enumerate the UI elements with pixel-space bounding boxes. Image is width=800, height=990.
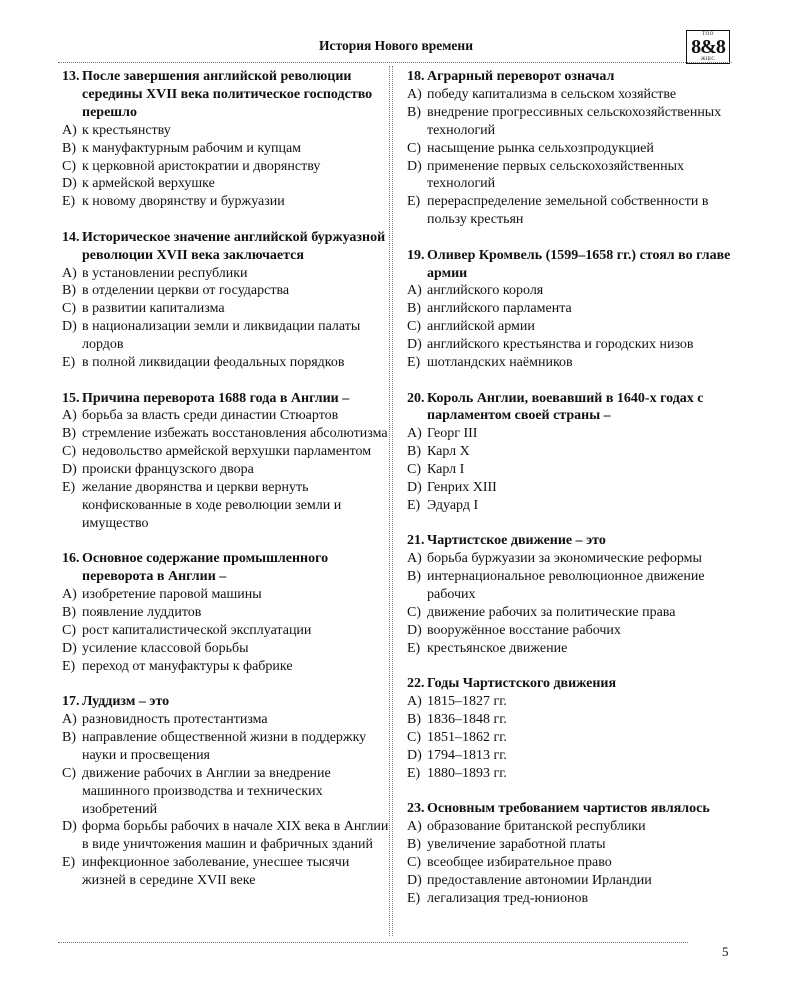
option-text: к мануфактурным рабочим и купцам [82,140,302,156]
option-letter: A) [62,712,77,727]
option-letter: A) [407,86,422,102]
option-text: интернациональное революционное движение рабочих [427,569,705,603]
option-letter: D) [62,319,77,335]
answer-option [62,407,392,425]
option-text: желание дворянства и церкви вернуть конфискованные в ходе революции земли и имущество [82,480,342,531]
question-heading [62,229,392,265]
option-letter: A) [62,408,77,424]
option-letter: C) [407,140,421,156]
answer-option [62,479,392,533]
answer-option [62,140,392,158]
option-text: усиление классовой борьбы [82,640,249,656]
option-text: стремление избежать восстановления абсолютизма [82,426,388,442]
option-letter: E) [407,890,421,906]
option-text: предоставление автономии Ирландии [427,872,652,888]
option-text: 1836–1848 гг. [427,712,507,727]
answer-option [62,282,392,300]
option-text: всеобщее избирательное право [427,854,612,870]
option-letter: D) [62,462,77,478]
option-text: легализация тред-юнионов [427,890,589,906]
question-number: 19. [407,247,425,263]
answer-option [407,140,737,158]
answer-option [407,300,737,318]
answer-option [407,497,737,515]
option-text: английской армии [427,319,535,335]
answer-option [62,158,392,176]
answer-option [62,604,392,622]
option-text: 1880–1893 гг. [427,765,507,781]
option-text: разновидность протестантизма [82,712,268,727]
option-text: к крестьянству [82,122,171,138]
option-text: победу капитализма в сельском хозяйстве [427,86,677,102]
option-letter: D) [407,872,422,888]
option-text: форма борьбы рабочих в начале XIX века в Англии в виде уничтожения машин и фабричных зданий [82,819,389,853]
question-number: 23. [407,801,425,817]
option-text: Георг III [427,426,478,442]
option-text: к армейской верхушке [82,176,215,192]
question-heading [62,550,392,586]
option-letter: D) [62,176,77,192]
question-number: 17. [62,694,80,710]
option-text: 1815–1827 гг. [427,694,507,710]
option-text: вооружённое восстание рабочих [427,622,621,638]
option-text: инфекционное заболевание, унесшее тысячи жизней в середине XVII веке [82,855,350,889]
option-letter: E) [62,355,76,371]
answer-option [407,158,737,194]
answer-option [407,318,737,336]
answer-option [407,193,737,229]
option-letter: C) [407,462,421,478]
column-divider-inner [392,66,393,936]
option-letter: E) [407,497,421,513]
publisher-logo [686,30,730,64]
option-letter: D) [407,158,422,174]
option-text: рост капиталистической эксплуатации [82,622,312,638]
option-letter: D) [407,622,422,638]
question-block [407,675,737,782]
option-text: борьба буржуазии за экономические реформы [427,551,702,567]
answer-option [62,765,392,819]
option-letter: A) [407,426,422,442]
option-text: шотландских наёмников [427,355,573,371]
page-number: 5 [722,944,729,959]
answer-option [62,425,392,443]
answer-option [407,354,737,372]
option-text: перераспределение земельной собственности в пользу крестьян [427,194,709,228]
answer-option [62,300,392,318]
answer-option [407,104,737,140]
option-letter: C) [62,301,76,317]
question-number: 18. [407,69,425,84]
answer-option [62,354,392,372]
answer-option [407,747,737,765]
option-text: увеличение заработной платы [427,836,606,852]
answer-option [62,461,392,479]
question-text: Историческое значение английской буржуазной революции XVII века заключается [82,229,386,263]
answer-option [62,622,392,640]
question-number: 14. [62,229,80,245]
question-text: Причина переворота 1688 года в Англии – [82,390,350,406]
option-letter: D) [407,480,422,496]
answer-option [62,586,392,604]
option-letter: E) [62,194,76,210]
question-block [62,390,392,533]
question-heading [407,68,737,86]
answer-option [407,729,737,747]
question-block [407,247,737,372]
left-column [62,68,392,908]
option-text: недовольство армейской верхушки парламентом [82,444,372,460]
answer-option [62,443,392,461]
option-text: изобретение паровой машины [82,587,262,603]
question-text: Оливер Кромвель (1599–1658 гг.) стоял во главе армии [427,247,731,281]
question-block [62,68,392,211]
answer-option [62,318,392,354]
answer-option [62,854,392,890]
option-letter: E) [407,640,421,656]
option-letter: E) [407,765,421,781]
logo-main-text: 8&8 [691,36,725,58]
answer-option [407,479,737,497]
option-letter: C) [62,158,76,174]
question-heading [407,532,737,550]
answer-option [407,550,737,568]
question-number: 16. [62,551,80,567]
question-heading [407,247,737,283]
question-number: 13. [62,69,80,84]
option-text: насыщение рынка сельхозпродукцией [427,140,654,156]
option-text: в национализации земли и ликвидации палаты лордов [82,319,361,353]
option-letter: E) [62,658,76,674]
option-letter: B) [407,301,421,317]
answer-option [407,336,737,354]
option-text: английского крестьянства и городских низов [427,337,694,353]
column-divider [389,66,390,936]
question-text: Луддизм – это [82,694,170,710]
answer-option [62,265,392,283]
answer-option [407,425,737,443]
option-letter: C) [407,319,421,335]
answer-option [407,461,737,479]
answer-option [62,122,392,140]
answer-option [407,86,737,104]
answer-option [407,640,737,658]
option-letter: C) [62,622,76,638]
option-letter: C) [407,729,421,745]
option-letter: E) [62,480,76,496]
question-text: После завершения английской революции середины XVII века политическое господство перешло [82,69,373,120]
answer-option [407,854,737,872]
question-heading [62,693,392,711]
option-text: Эдуард I [427,497,479,513]
answer-option [62,640,392,658]
header-title: История Нового времени [319,38,473,53]
answer-option [62,175,392,193]
option-text: переход от мануфактуры к фабрике [82,658,293,674]
option-text: к новому дворянству и буржуазии [82,194,285,210]
option-letter: A) [407,551,422,567]
answer-option [407,693,737,711]
option-letter: B) [62,729,76,745]
option-letter: B) [62,283,76,299]
question-block [407,68,737,229]
option-text: Генрих XIII [427,480,497,496]
option-letter: A) [62,587,77,603]
option-text: английского парламента [427,301,572,317]
question-block [407,800,737,907]
question-text: Основное содержание промышленного переворота в Англии – [82,551,329,585]
right-column [407,68,737,925]
answer-option [407,890,737,908]
question-block [407,390,737,515]
answer-option [407,711,737,729]
option-text: движение рабочих за политические права [427,604,676,620]
answer-option [407,604,737,622]
answer-option [62,711,392,729]
option-letter: A) [407,819,422,835]
option-text: 1851–1862 гг. [427,729,507,745]
answer-option [407,568,737,604]
option-letter: D) [62,819,77,835]
option-letter: B) [407,569,421,585]
option-letter: B) [62,604,76,620]
option-text: Карл I [427,462,465,478]
option-text: направление общественной жизни в поддержку науки и просвещения [82,729,367,763]
option-letter: B) [62,426,76,442]
option-letter: A) [62,265,77,281]
option-letter: E) [407,194,421,210]
question-heading [62,68,392,122]
option-letter: C) [407,854,421,870]
answer-option [407,818,737,836]
option-text: в установлении республики [82,265,248,281]
question-text: Чартистское движение – это [427,533,606,549]
option-letter: D) [62,640,77,656]
question-number: 20. [407,390,425,406]
footer-divider [58,942,688,943]
answer-option [62,818,392,854]
question-heading [407,800,737,818]
option-text: в отделении церкви от государства [82,283,290,299]
option-text: происки французского двора [82,462,254,478]
option-text: борьба за власть среди династии Стюартов [82,408,339,424]
question-block [407,532,737,657]
question-block [62,550,392,675]
option-text: Карл X [427,444,470,460]
option-text: внедрение прогрессивных сельскохозяйственных технологий [427,104,722,138]
answer-option [407,872,737,890]
question-block [62,693,392,890]
answer-option [407,622,737,640]
question-number: 21. [407,533,425,549]
option-letter: B) [407,444,421,460]
option-letter: E) [407,355,421,371]
question-text: Аграрный переворот означал [427,69,615,84]
answer-option [407,765,737,783]
logo-bottom-text: ЖШС [700,57,716,62]
question-text: Основным требованием чартистов являлось [427,801,710,817]
option-letter: D) [407,747,422,763]
answer-option [62,193,392,211]
option-letter: B) [407,104,421,120]
question-number: 15. [62,390,80,406]
option-text: применение первых сельскохозяйственных технологий [427,158,685,192]
option-letter: B) [62,140,76,156]
option-letter: C) [62,765,76,781]
option-text: образование британской республики [427,819,646,835]
option-letter: A) [62,122,77,138]
option-text: в развитии капитализма [82,301,225,317]
logo-top-text: ТОО [702,32,714,37]
question-text: Годы Чартистского движения [427,676,617,692]
option-letter: A) [407,283,422,299]
answer-option [407,836,737,854]
option-letter: C) [62,444,76,460]
question-heading [62,390,392,408]
option-text: появление луддитов [82,604,202,620]
option-text: в полной ликвидации феодальных порядков [82,355,345,371]
option-letter: D) [407,337,422,353]
question-text: Король Англии, воевавший в 1640-х годах с парламентом своей страны – [427,390,704,424]
question-block [62,229,392,372]
option-letter: B) [407,836,421,852]
answer-option [407,443,737,461]
page-header [60,30,732,62]
option-letter: A) [407,694,422,710]
option-text: крестьянское движение [427,640,568,656]
option-letter: C) [407,604,421,620]
option-text: английского короля [427,283,544,299]
option-text: движение рабочих в Англии за внедрение машинного производства и технических изобретений [82,765,331,817]
question-heading [407,675,737,693]
option-text: к церковной аристократии и дворянству [82,158,321,174]
answer-option [62,658,392,676]
answer-option [62,729,392,765]
header-divider [58,62,732,63]
option-text: 1794–1813 гг. [427,747,507,763]
option-letter: E) [62,855,76,871]
question-heading [407,390,737,426]
answer-option [407,282,737,300]
option-letter: B) [407,712,421,727]
question-number: 22. [407,676,425,692]
